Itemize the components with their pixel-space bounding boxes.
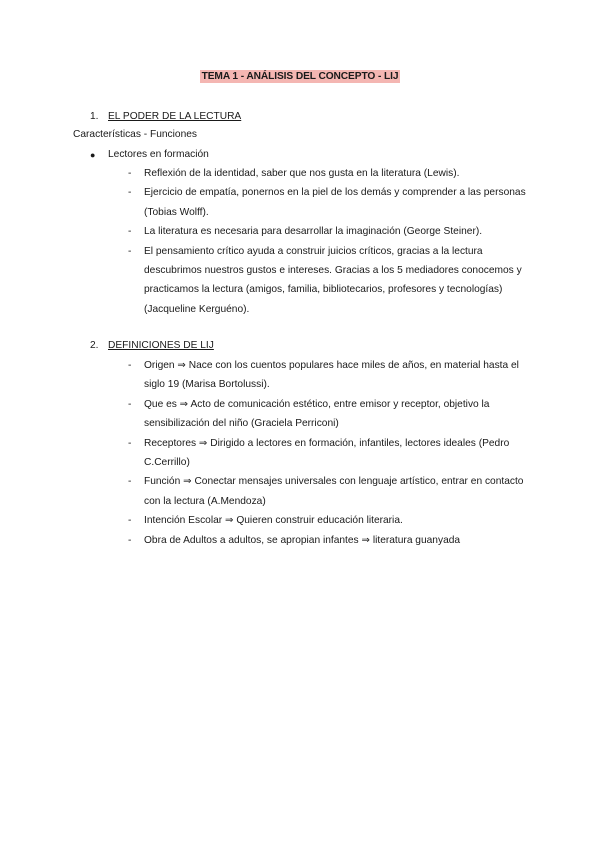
list-item xyxy=(128,434,528,473)
list-item xyxy=(128,472,528,511)
section-2-list xyxy=(128,356,528,550)
section-1-subheading: Características - Funciones xyxy=(73,129,197,140)
section-2-heading xyxy=(90,339,214,353)
section-2-number: 2. xyxy=(90,340,99,351)
section-1-heading xyxy=(90,110,241,124)
dash-icon: - xyxy=(128,168,132,179)
dash-icon: - xyxy=(128,398,132,410)
list-item-text: La literatura es necesaria para desarrollar la imaginación (George Steiner). xyxy=(144,226,483,238)
dash-icon: - xyxy=(128,437,132,449)
list-item-text: Obra de Adultos a adultos, se apropian infantes ⇒ literatura guanyada xyxy=(144,534,461,546)
document-title xyxy=(0,70,600,84)
bullet-dot-icon: ● xyxy=(90,150,96,160)
dash-icon: - xyxy=(128,187,132,199)
list-item xyxy=(128,242,528,320)
section-1-list xyxy=(128,164,528,319)
list-item xyxy=(128,395,528,434)
list-item xyxy=(128,531,528,550)
section-2-title: DEFINICIONES DE LIJ xyxy=(108,340,214,351)
dash-icon: - xyxy=(128,534,132,546)
list-item-text: Ejercicio de empatía, ponernos en la piel de los demás y comprender a las personas (Tobias Wolff). xyxy=(144,187,526,218)
list-item-text: Intención Escolar ⇒ Quieren construir educación literaria. xyxy=(144,515,403,527)
dash-icon: - xyxy=(128,476,132,488)
dash-icon: - xyxy=(128,245,132,257)
dash-icon: - xyxy=(128,515,132,527)
list-item-text: Que es ⇒ Acto de comunicación estético, entre emisor y receptor, objetivo la sensibilización del niño (Graciela Perriconi) xyxy=(144,398,490,430)
list-item-text: Reflexión de la identidad, saber que nos gusta en la literatura (Lewis). xyxy=(144,168,460,179)
list-item-text: El pensamiento crítico ayuda a construir juicios críticos, gracias a la lectura descubrimos nuestros gustos e intereses. Gracias a los 5 mediadores conocemos y practicamos la lectura (amigos, familia, bibliotecarios, profesores y tecnologías) (Jacqueline Kerguéno). xyxy=(144,245,522,315)
list-item xyxy=(128,356,528,395)
list-item-text: Receptores ⇒ Dirigido a lectores en formación, infantiles, lectores ideales (Pedro C.Cerrillo) xyxy=(144,437,510,469)
list-item xyxy=(128,511,528,530)
bullet-item-label: Lectores en formación xyxy=(108,149,209,160)
section-1-title: EL PODER DE LA LECTURA xyxy=(108,111,242,122)
document-title-text: TEMA 1 - ANÁLISIS DEL CONCEPTO - LIJ xyxy=(201,71,399,82)
list-item xyxy=(128,164,528,183)
bullet-item xyxy=(90,148,209,162)
section-1-number: 1. xyxy=(90,111,99,122)
dash-icon: - xyxy=(128,360,132,371)
list-item xyxy=(128,222,528,241)
list-item-text: Función ⇒ Conectar mensajes universales con lenguaje artístico, entrar en contacto con la lectura (A.Mendoza) xyxy=(144,476,524,507)
dash-icon: - xyxy=(128,226,132,238)
list-item-text: Origen ⇒ Nace con los cuentos populares hace miles de años, en material hasta el siglo 19 (Marisa Bortolussi). xyxy=(144,360,519,391)
list-item xyxy=(128,183,528,222)
